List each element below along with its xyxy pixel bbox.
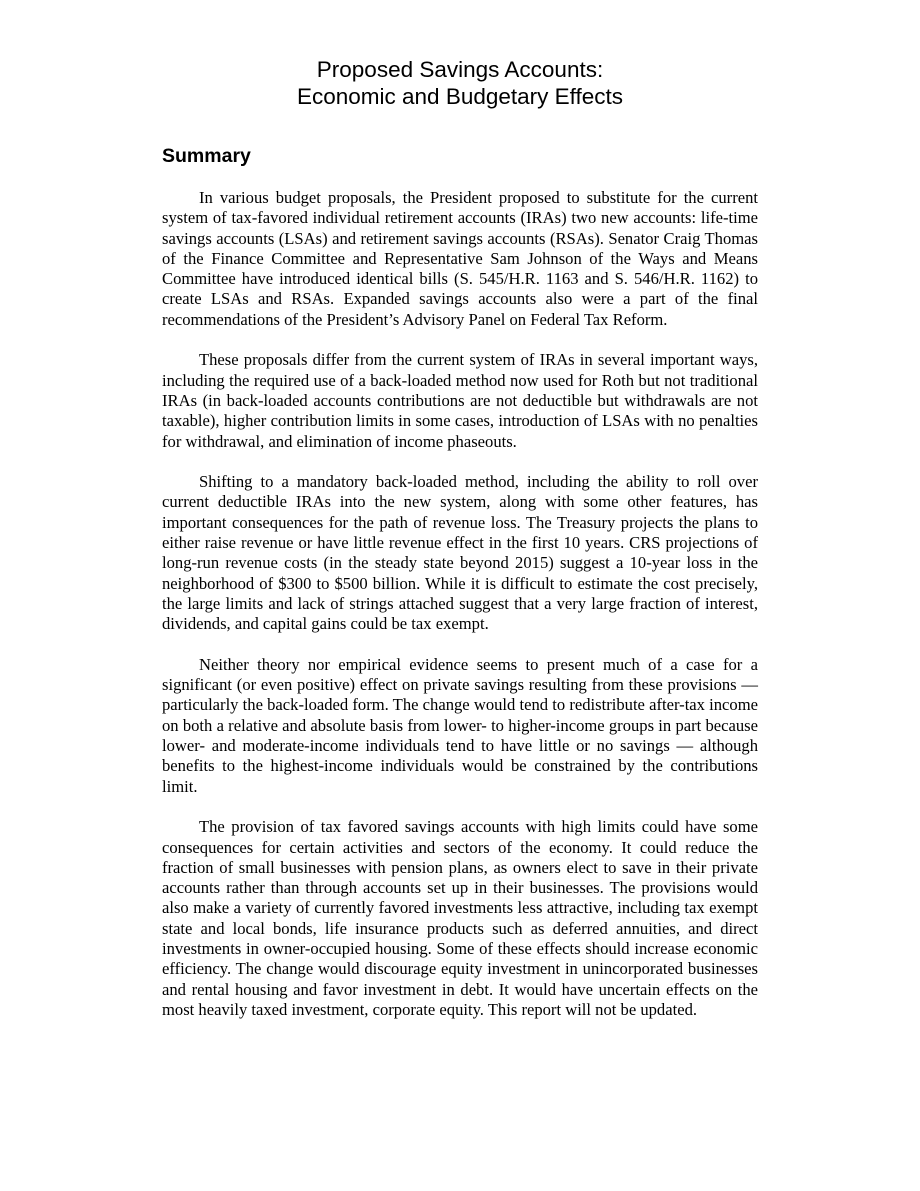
paragraph: These proposals differ from the current system of IRAs in several important ways, including the required use of a back-loaded method now used for Roth but not traditional IRAs (in back-loaded accounts contributions are not deductible but withdrawals are not taxable), higher contribution limits in some cases, introduction of LSAs with no penalties for withdrawal, and elimination of income phaseouts.: [162, 350, 758, 451]
paragraph: In various budget proposals, the President proposed to substitute for the current system of tax-favored individual retirement accounts (IRAs) two new accounts: life-time savings accounts (LSAs) and retirement savings accounts (RSAs). Senator Craig Thomas of the Finance Committee and Representative Sam Johnson of the Ways and Means Committee have introduced identical bills (S. 545/H.R. 1163 and S. 546/H.R. 1162) to create LSAs and RSAs. Expanded savings accounts also were a part of the final recommendations of the President’s Advisory Panel on Federal Tax Reform.: [162, 188, 758, 329]
title-line-1: Proposed Savings Accounts:: [316, 57, 604, 82]
section-heading: Summary: [162, 145, 251, 167]
summary-body: [162, 188, 758, 1020]
paragraph: Neither theory nor empirical evidence seems to present much of a case for a significant (or even positive) effect on private savings resulting from these provisions — particularly the back-loaded form. The change would tend to redistribute after-tax income on both a relative and absolute basis from lower- to higher-income groups in part because lower- and moderate-income individuals tend to have little or no savings — although benefits to the highest-income individuals would be constrained by the contributions limit.: [162, 654, 758, 796]
paragraph: The provision of tax favored savings accounts with high limits could have some consequences for certain activities and sectors of the economy. It could reduce the fraction of small businesses with pension plans, as owners elect to save in their private accounts rather than through accounts set up in their businesses. The provisions would also make a variety of currently favored investments less attractive, including tax exempt state and local bonds, life insurance products such as deferred annuities, and direct investments in owner-occupied housing. Some of these effects should increase economic efficiency. The change would discourage equity investment in unincorporated businesses and rental housing and favor investment in debt. It would have uncertain effects on the most heavily taxed investment, corporate equity. This report will not be updated.: [162, 817, 758, 1019]
document-page: [162, 56, 758, 1040]
title-line-2: Economic and Budgetary Effects: [296, 84, 624, 109]
document-title: [162, 56, 758, 110]
paragraph: Shifting to a mandatory back-loaded method, including the ability to roll over current deductible IRAs into the new system, along with some other features, has important consequences for the path of revenue loss. The Treasury projects the plans to either raise revenue or have little revenue effect in the first 10 years. CRS projections of long-run revenue costs (in the steady state beyond 2015) suggest a 10-year loss in the neighborhood of $300 to $500 billion. While it is difficult to estimate the cost precisely, the large limits and lack of strings attached suggest that a very large fraction of interest, dividends, and capital gains could be tax exempt.: [162, 472, 758, 634]
